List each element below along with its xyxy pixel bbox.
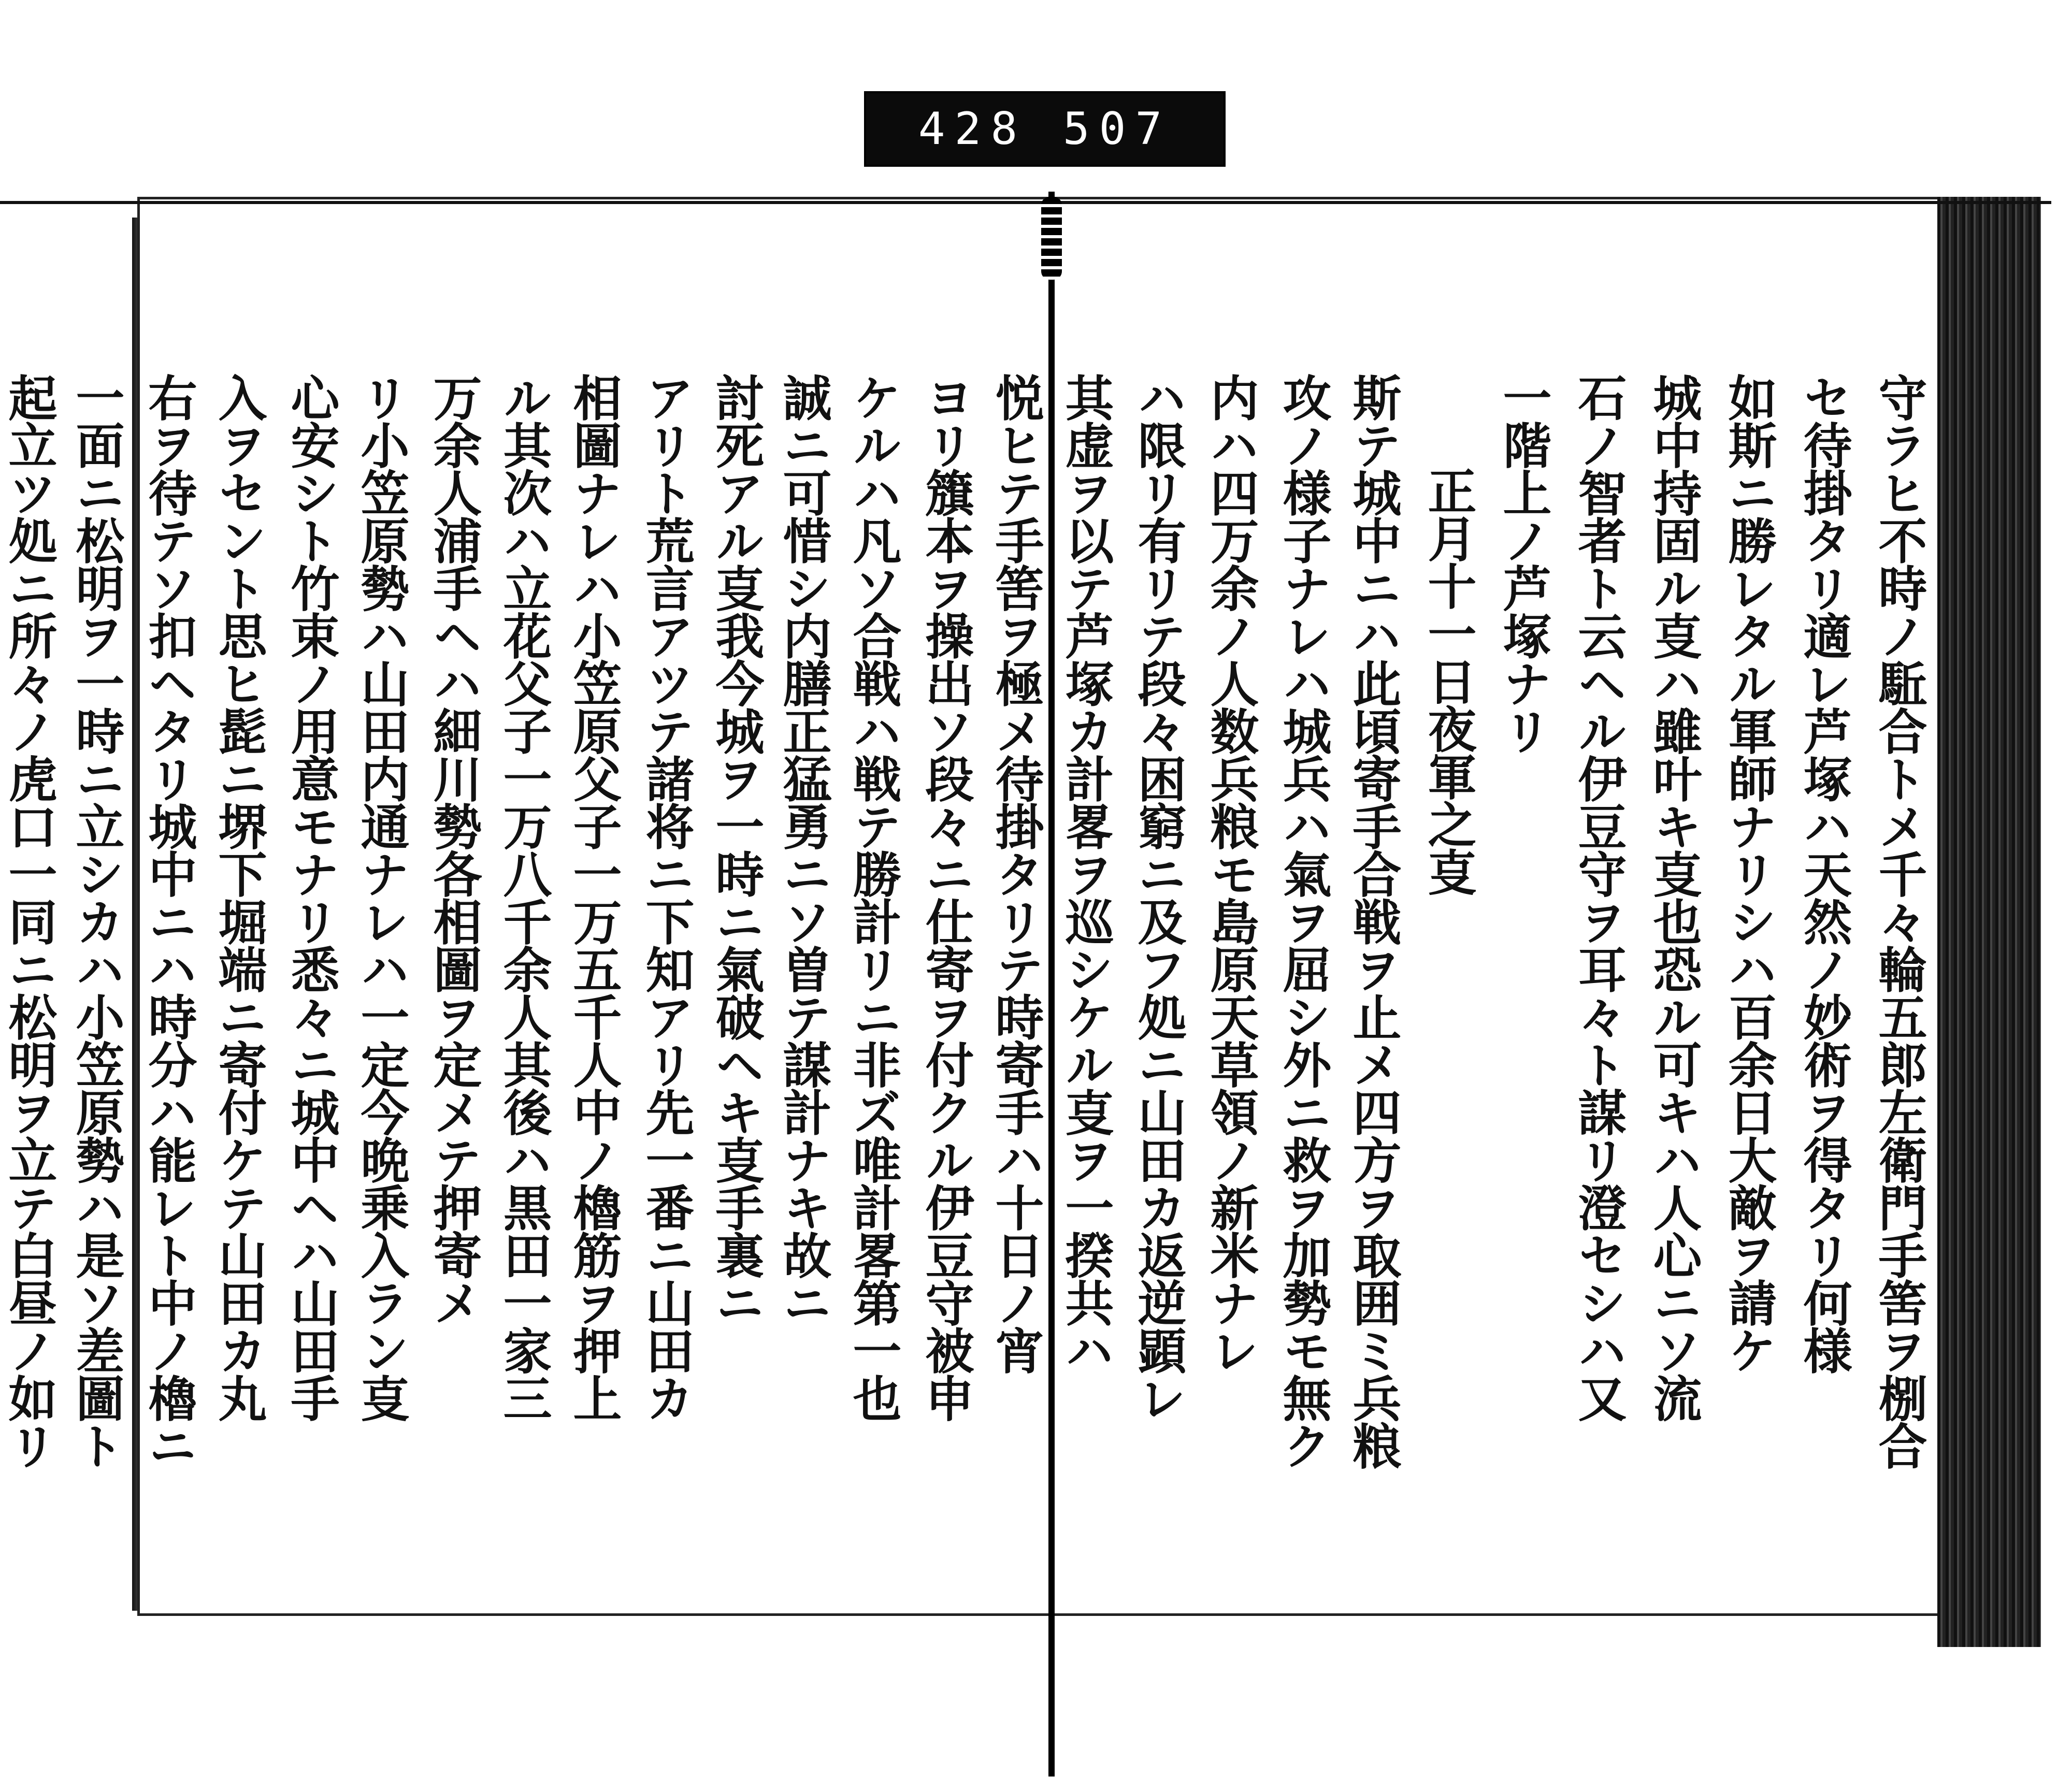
- text-column: 起立ツ処ニ所々ノ虎口一同ニ松明ヲ立テ白昼ノ如リ: [0, 373, 57, 1469]
- text-column: 討死アル㕝我今城ヲ一時ニ氣破ヘキ㕝手裏ニ: [707, 373, 764, 1326]
- text-column: アリト荒言アツテ諸将ニ下知アリ先一番ニ山田カ: [637, 373, 694, 1421]
- text-column: 正月十一日夜軍之㕝: [1419, 466, 1476, 895]
- text-column: ケルハ凡ソ合戦ハ戦テ勝計リニ非ズ唯計畧第一也: [844, 373, 901, 1421]
- top-rule: [0, 201, 2051, 204]
- text-column: 城中持固ル㕝ハ雖叶キ㕝也恐ル可キハ人心ニソ流: [1645, 373, 1702, 1421]
- archive-number-label: 428 507: [864, 91, 1226, 167]
- text-column: 万余人浦手ヘハ細川勢各相圖ヲ定メテ押寄メ: [425, 373, 482, 1326]
- text-column: 心安シト竹束ノ用意モナリ悉々ニ城中ヘハ山田手: [282, 373, 339, 1421]
- text-column: リ小笠原勢ハ山田内通ナレハ一定今晩乗入ラン㕝: [352, 373, 409, 1421]
- text-column: 誠ニ可惜シ内膳正猛勇ニソ曽テ謀計ナキ故ニ: [774, 373, 831, 1326]
- text-column: ル其次ハ立花父子一万八千余人其後ハ黒田一家三: [495, 373, 552, 1421]
- text-column: 石ノ智者ト云ヘル伊豆守ヲ耳々ト謀リ澄セシハ又: [1570, 373, 1627, 1421]
- text-column: 攻ノ様子ナレハ城兵ハ氣ヲ屈シ外ニ救ヲ加勢モ無ク: [1274, 373, 1331, 1469]
- text-column: 相圖ナレハ小笠原父子一万五千人中ノ櫓筋ヲ押上: [565, 373, 622, 1421]
- text-column: 守ラヒ不時ノ駈合トメ千々輪五郎左衛門手筈ヲ㭭合: [1870, 373, 1927, 1469]
- text-column: 如斯ニ勝レタル軍師ナリシハ百余日大敵ヲ請ケ: [1720, 373, 1777, 1374]
- binding-cord: [1041, 197, 1062, 280]
- text-column: 内ハ四万余ノ人数兵粮モ島原天草領ノ新米ナレ: [1202, 373, 1259, 1374]
- text-column: 一階上ノ芦塚ナリ: [1494, 373, 1551, 754]
- text-column: 入ヲセント思ヒ髭ニ堺下堀端ニ寄付ケテ山田カ丸: [210, 373, 267, 1421]
- text-column: 悦ヒテ手筈ヲ極メ待掛タリテ時寄手ハ十日ノ宵: [987, 373, 1044, 1374]
- text-column: 右ヲ待テソ扣ヘタリ城中ニハ時分ハ能レト中ノ櫓ニ: [140, 373, 197, 1469]
- text-column: 斯テ城中ニハ此頃寄手合戦ヲ止メ四方ヲ取囲ミ兵粮: [1344, 373, 1401, 1469]
- text-column: セ待掛タリ適レ芦塚ハ天然ノ妙術ヲ得タリ何様: [1795, 373, 1852, 1374]
- text-column: ヨリ籏本ヲ操出ソ段々ニ仕寄ヲ付クル伊豆守被申: [917, 373, 974, 1421]
- text-column: 一面ニ松明ヲ一時ニ立シカハ小笠原勢ハ是ソ差圖ト: [67, 373, 124, 1469]
- text-column: ハ限リ有リテ段々困窮ニ及フ処ニ山田カ返逆顕レ: [1129, 373, 1186, 1421]
- book-edge-right: [1937, 197, 2041, 1647]
- text-column: 其虚ヲ以テ芦塚カ計畧ヲ巡シケル㕝ヲ一揆共ハ: [1057, 373, 1114, 1374]
